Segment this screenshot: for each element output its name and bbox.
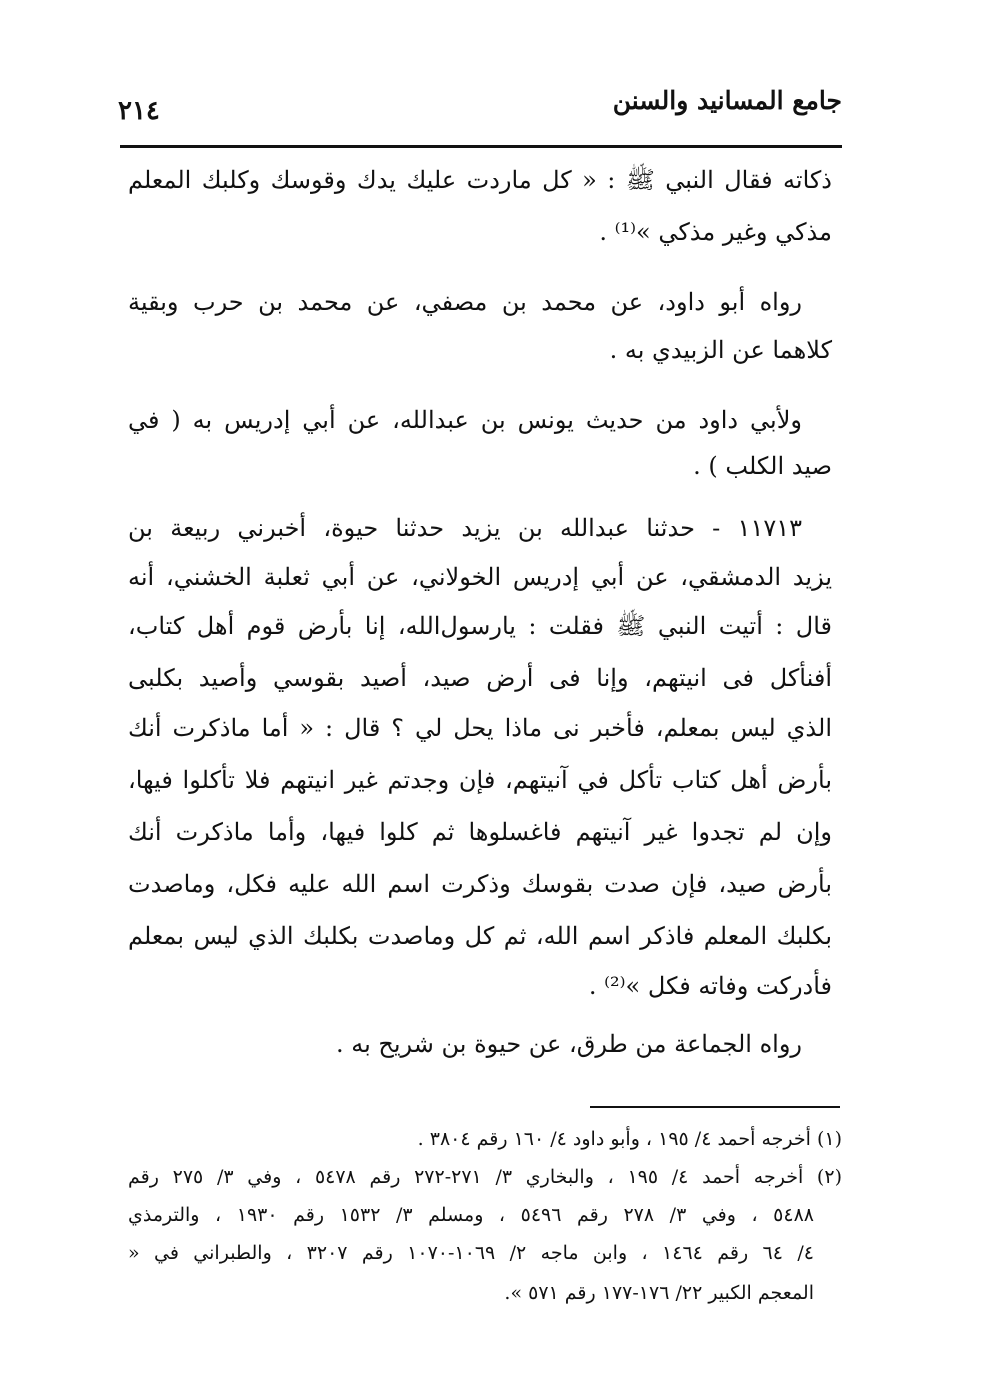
body-line: ولأبي داود من حديث يونس بن عبدالله، عن أبي إدريس به ( في <box>128 406 802 434</box>
body-line: صيد الكلب ) . <box>693 452 832 480</box>
body-line: قال : أتيت النبي ﷺ فقلت : يارسول‌الله، إنا بأرض قوم أهل كتاب، <box>128 612 832 640</box>
running-header-title: جامع المسانيد والسنن <box>612 86 842 115</box>
body-line: كلاهما عن الزبيدي به . <box>609 336 832 364</box>
body-line: بأرض صيد، فإن صدت بقوسك وذكرت اسم الله عليه فكل، وماصدت <box>128 870 832 898</box>
footnote-line: (٢) أخرجه أحمد ٤/ ١٩٥ ، والبخاري ٣/ ٢٧١-٢٧٢ رقم ٥٤٧٨ ، وفي ٣/ ٢٧٥ رقم <box>128 1166 842 1188</box>
footnote-line: المعجم الكبير ٢٢/ ١٧٦-١٧٧ رقم ٥٧١ ». <box>504 1282 814 1304</box>
body-line: مذكي وغير مذكي »⁽¹⁾ . <box>599 218 832 246</box>
header-rule <box>120 145 842 148</box>
body-line: ذكاته فقال النبي ﷺ : « كل ماردت عليك يدك وقوسك وكلبك المعلم <box>128 166 832 194</box>
footnote-line: ٥٤٨٨ ، وفي ٣/ ٢٧٨ رقم ٥٤٩٦ ، ومسلم ٣/ ١٥٣٢ رقم ١٩٣٠ ، والترمذي <box>128 1204 814 1226</box>
body-line: رواه الجماعة من طرق، عن حيوة بن شريح به . <box>335 1030 802 1058</box>
body-line: أفنأكل فى انيتهم، وإنا فى أرض صيد، أصيد بقوسي وأصيد بكلبى <box>128 664 832 692</box>
body-line: بأرض أهل كتاب تأكل في آنيتهم، فإن وجدتم غير انيتهم فلا تأكلوا فيها، <box>128 766 832 794</box>
footnote-separator <box>590 1106 840 1108</box>
body-line: الذي ليس بمعلم، فأخبر نى ماذا يحل لي ؟ قال : « أما ماذكرت أنك <box>128 714 832 742</box>
hadith-number-line: ١١٧١٣ - حدثنا عبدالله بن يزيد حدثنا حيوة، أخبرني ربيعة بن <box>128 514 802 542</box>
body-line: بكلبك المعلم فاذكر اسم الله، ثم كل وماصدت بكلبك الذي ليس بمعلم <box>128 922 832 950</box>
page-number: ٢١٤ <box>118 96 160 126</box>
body-line: يزيد الدمشقي، عن أبي إدريس الخولاني، عن أبي ثعلبة الخشني، أنه <box>128 563 832 591</box>
footnote-line: ٤/ ٦٤ رقم ١٤٦٤ ، وابن ماجه ٢/ ١٠٦٩-١٠٧٠ رقم ٣٢٠٧ ، والطبراني في « <box>128 1242 814 1264</box>
footnote-line: (١) أخرجه أحمد ٤/ ١٩٥ ، وأبو داود ٤/ ١٦٠ رقم ٣٨٠٤ . <box>417 1128 842 1150</box>
body-line: وإن لم تجدوا غير آنيتهم فاغسلوها ثم كلوا فيها، وأما ماذكرت أنك <box>128 818 832 846</box>
body-line: رواه أبو داود، عن محمد بن مصفي، عن محمد بن حرب وبقية <box>128 288 802 316</box>
body-line: فأدركت وفاته فكل »⁽²⁾ . <box>588 972 832 1000</box>
